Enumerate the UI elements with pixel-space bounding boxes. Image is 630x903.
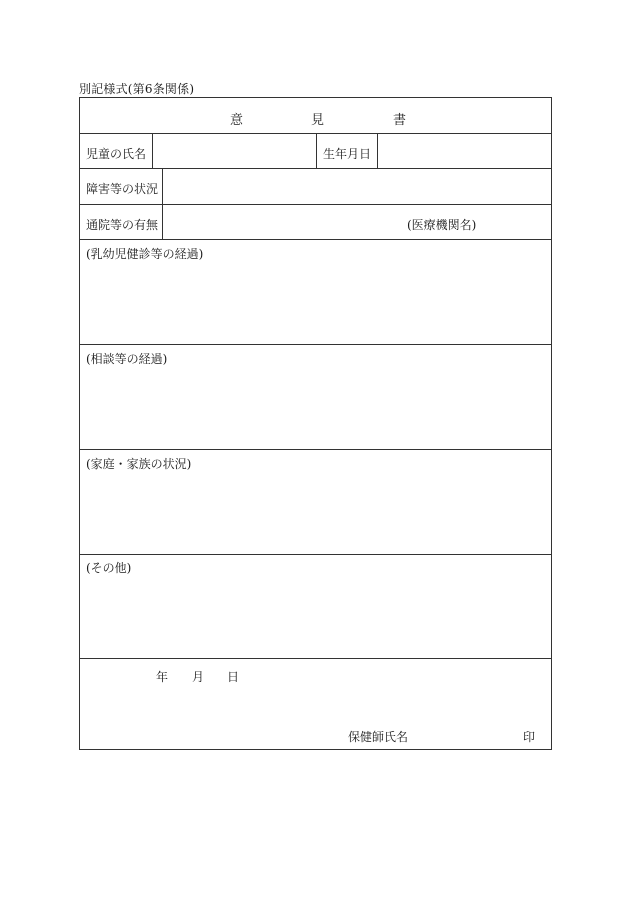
date-field[interactable] [100, 663, 300, 688]
birthdate-label: 生年月日 [323, 147, 372, 161]
month-label: 月 [192, 670, 205, 684]
divider [316, 133, 317, 168]
child-name-label: 児童の氏名 [86, 147, 147, 161]
title-char-1: 意 [230, 113, 244, 128]
opinion-form [79, 97, 552, 750]
consultation-history-field[interactable] [80, 365, 552, 449]
other-field[interactable] [80, 574, 552, 658]
divider [80, 658, 551, 659]
hospital-visit-label: 通院等の有無 [86, 218, 159, 232]
hospital-visit-field[interactable] [163, 205, 552, 239]
title-char-3: 書 [393, 113, 407, 128]
nurse-name-field[interactable] [410, 720, 520, 745]
divider [80, 239, 551, 240]
checkup-history-label: (乳幼児健診等の経過) [86, 247, 204, 261]
family-status-label: (家庭・家族の状況) [86, 457, 192, 471]
divider [80, 449, 551, 450]
disability-status-field[interactable] [163, 169, 552, 203]
birthdate-field[interactable] [378, 134, 552, 168]
seal-mark: 印 [523, 730, 536, 744]
consultation-history-label: (相談等の経過) [86, 352, 168, 366]
year-label: 年 [156, 670, 169, 684]
nurse-name-label: 保健師氏名 [348, 730, 409, 744]
disability-status-label: 障害等の状況 [86, 182, 159, 196]
divider [80, 554, 551, 555]
day-label: 日 [227, 670, 240, 684]
title-char-2: 見 [311, 113, 325, 128]
checkup-history-field[interactable] [80, 260, 552, 344]
other-label: (その他) [86, 561, 132, 575]
child-name-field[interactable] [153, 134, 315, 168]
medical-institution-label: (医療機関名) [407, 218, 477, 232]
form-style-label: 別記様式(第6条関係) [79, 82, 195, 96]
family-status-field[interactable] [80, 470, 552, 554]
divider [80, 344, 551, 345]
